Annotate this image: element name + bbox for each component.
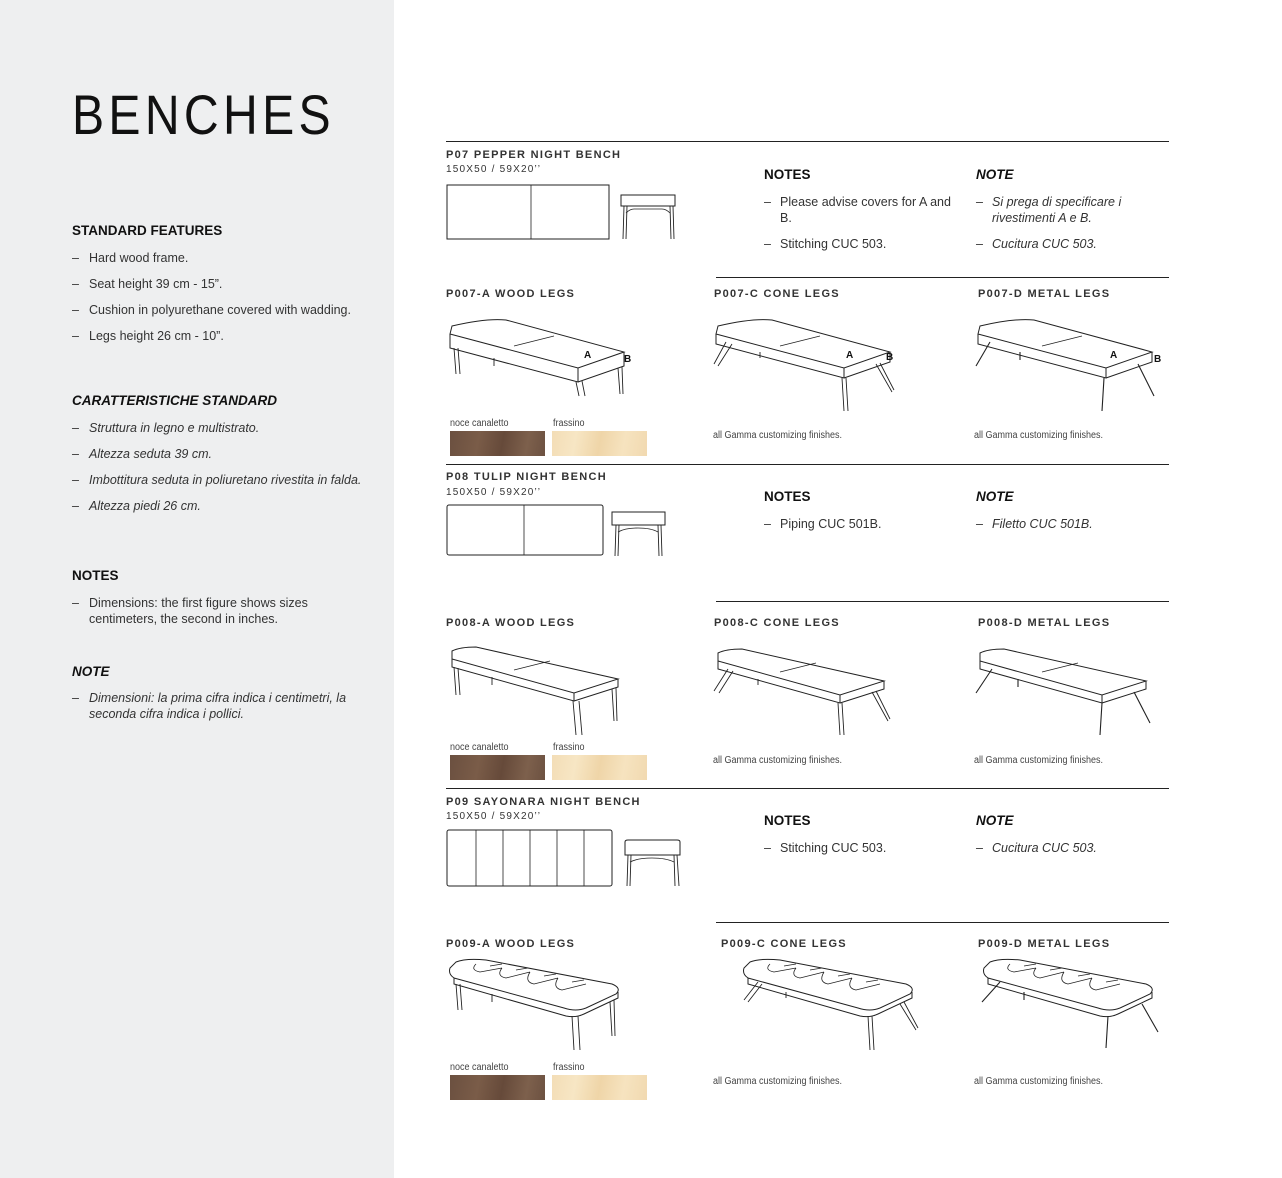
- finish-label: frassino: [553, 418, 585, 429]
- list-item: – Please advise covers for A and B.: [764, 194, 954, 226]
- note-it-heading: NOTE: [976, 813, 1014, 828]
- list-item: – Legs height 26 cm - 10”.: [72, 328, 362, 344]
- side-view-drawing: [620, 193, 678, 241]
- note-it-list: [72, 690, 362, 732]
- list-item: – Dimensioni: la prima cifra indica i centimetri, la seconda cifra indica i pollici.: [72, 690, 362, 722]
- notes-heading: NOTES: [764, 167, 811, 182]
- list-item: – Struttura in legno e multistrato.: [72, 420, 362, 436]
- variant-title: P009-C CONE LEGS: [721, 938, 847, 950]
- product-size: 150X50 / 59X20’’: [446, 811, 542, 822]
- variant-title: P008-D METAL LEGS: [978, 617, 1111, 629]
- section-divider: [716, 922, 1169, 923]
- variant-title: P009-A WOOD LEGS: [446, 938, 576, 950]
- notes-heading: NOTES: [764, 489, 811, 504]
- variant-title: P007-D METAL LEGS: [978, 288, 1111, 300]
- label-b: B: [1154, 354, 1162, 365]
- notes-list: [764, 516, 954, 542]
- side-view-drawing: [611, 510, 669, 558]
- label-b: B: [624, 354, 632, 365]
- side-view-drawing: [624, 840, 684, 888]
- label-a: A: [584, 350, 592, 361]
- variant-title: P008-C CONE LEGS: [714, 617, 840, 629]
- bench-cone-legs-drawing: [712, 318, 902, 413]
- standard-features-heading: STANDARD FEATURES: [72, 223, 223, 238]
- finish-note: all Gamma customizing finishes.: [713, 755, 843, 766]
- sidebar: [0, 0, 394, 1178]
- section-divider: [716, 277, 1169, 278]
- bench-cone-legs-drawing: [712, 647, 897, 737]
- list-item: – Stitching CUC 503.: [764, 236, 954, 252]
- note-it-heading: NOTE: [976, 167, 1014, 182]
- product-size: 150X50 / 59X20’’: [446, 164, 542, 175]
- list-item: – Cucitura CUC 503.: [976, 840, 1166, 856]
- bench-wood-legs-drawing: [446, 645, 626, 737]
- section-divider: [446, 788, 1169, 789]
- caratteristiche-heading: CARATTERISTICHE STANDARD: [72, 393, 277, 408]
- walnut-swatch: [450, 431, 545, 456]
- bench-wood-legs-drawing: [446, 318, 636, 398]
- product-title: P09 SAYONARA NIGHT BENCH: [446, 796, 641, 808]
- notes-list: [764, 194, 954, 262]
- bench-metal-legs-drawing: [980, 956, 1165, 1052]
- list-item: – Altezza piedi 26 cm.: [72, 498, 362, 514]
- list-item: – Si prega di specificare i rivestimenti A e B.: [976, 194, 1166, 226]
- ash-swatch: [552, 755, 647, 780]
- top-view-drawing: [446, 828, 614, 888]
- note-it-heading: NOTE: [72, 664, 110, 679]
- variant-title: P007-A WOOD LEGS: [446, 288, 576, 300]
- finish-note: all Gamma customizing finishes.: [713, 430, 843, 441]
- finish-note: all Gamma customizing finishes.: [974, 1076, 1104, 1087]
- walnut-swatch: [450, 1075, 545, 1100]
- page-title: BENCHES: [72, 83, 335, 146]
- notes-list: [764, 840, 954, 866]
- top-view-drawing: [446, 503, 606, 559]
- list-item: – Imbottitura seduta in poliuretano rivestita in falda.: [72, 472, 362, 488]
- list-item: – Seat height 39 cm - 15”.: [72, 276, 362, 292]
- bench-cone-legs-drawing: [740, 956, 925, 1052]
- variant-title: P007-C CONE LEGS: [714, 288, 840, 300]
- label-a: A: [846, 350, 854, 361]
- finish-note: all Gamma customizing finishes.: [713, 1076, 843, 1087]
- list-item: – Piping CUC 501B.: [764, 516, 954, 532]
- caratteristiche-list: [72, 420, 362, 524]
- bench-wood-legs-drawing: [446, 956, 626, 1052]
- label-a: A: [1110, 350, 1118, 361]
- section-divider: [446, 464, 1169, 465]
- finish-note: all Gamma customizing finishes.: [974, 755, 1104, 766]
- list-item: – Dimensions: the first figure shows sizes centimeters, the second in inches.: [72, 595, 362, 627]
- bench-metal-legs-drawing: [974, 318, 1164, 413]
- note-it-list: [976, 194, 1166, 262]
- notes-heading: NOTES: [72, 568, 119, 583]
- list-item: – Hard wood frame.: [72, 250, 362, 266]
- finish-label: frassino: [553, 1062, 585, 1073]
- bench-metal-legs-drawing: [974, 647, 1159, 737]
- note-it-list: [976, 840, 1166, 866]
- list-item: – Cushion in polyurethane covered with wadding.: [72, 302, 362, 318]
- product-size: 150X50 / 59X20’’: [446, 487, 542, 498]
- ash-swatch: [552, 1075, 647, 1100]
- walnut-swatch: [450, 755, 545, 780]
- notes-heading: NOTES: [764, 813, 811, 828]
- product-title: P07 PEPPER NIGHT BENCH: [446, 149, 622, 161]
- product-title: P08 TULIP NIGHT BENCH: [446, 471, 607, 483]
- finish-label: frassino: [553, 742, 585, 753]
- list-item: – Altezza seduta 39 cm.: [72, 446, 362, 462]
- list-item: – Stitching CUC 503.: [764, 840, 954, 856]
- note-it-heading: NOTE: [976, 489, 1014, 504]
- variant-title: P009-D METAL LEGS: [978, 938, 1111, 950]
- list-item: – Filetto CUC 501B.: [976, 516, 1166, 532]
- section-divider: [446, 141, 1169, 142]
- finish-label: noce canaletto: [450, 1062, 509, 1073]
- finish-note: all Gamma customizing finishes.: [974, 430, 1104, 441]
- ash-swatch: [552, 431, 647, 456]
- notes-list: [72, 595, 362, 637]
- standard-features-list: [72, 250, 362, 354]
- finish-label: noce canaletto: [450, 742, 509, 753]
- label-b: B: [886, 352, 894, 363]
- finish-label: noce canaletto: [450, 418, 509, 429]
- top-view-drawing: [446, 183, 611, 241]
- variant-title: P008-A WOOD LEGS: [446, 617, 576, 629]
- section-divider: [716, 601, 1169, 602]
- note-it-list: [976, 516, 1166, 542]
- list-item: – Cucitura CUC 503.: [976, 236, 1166, 252]
